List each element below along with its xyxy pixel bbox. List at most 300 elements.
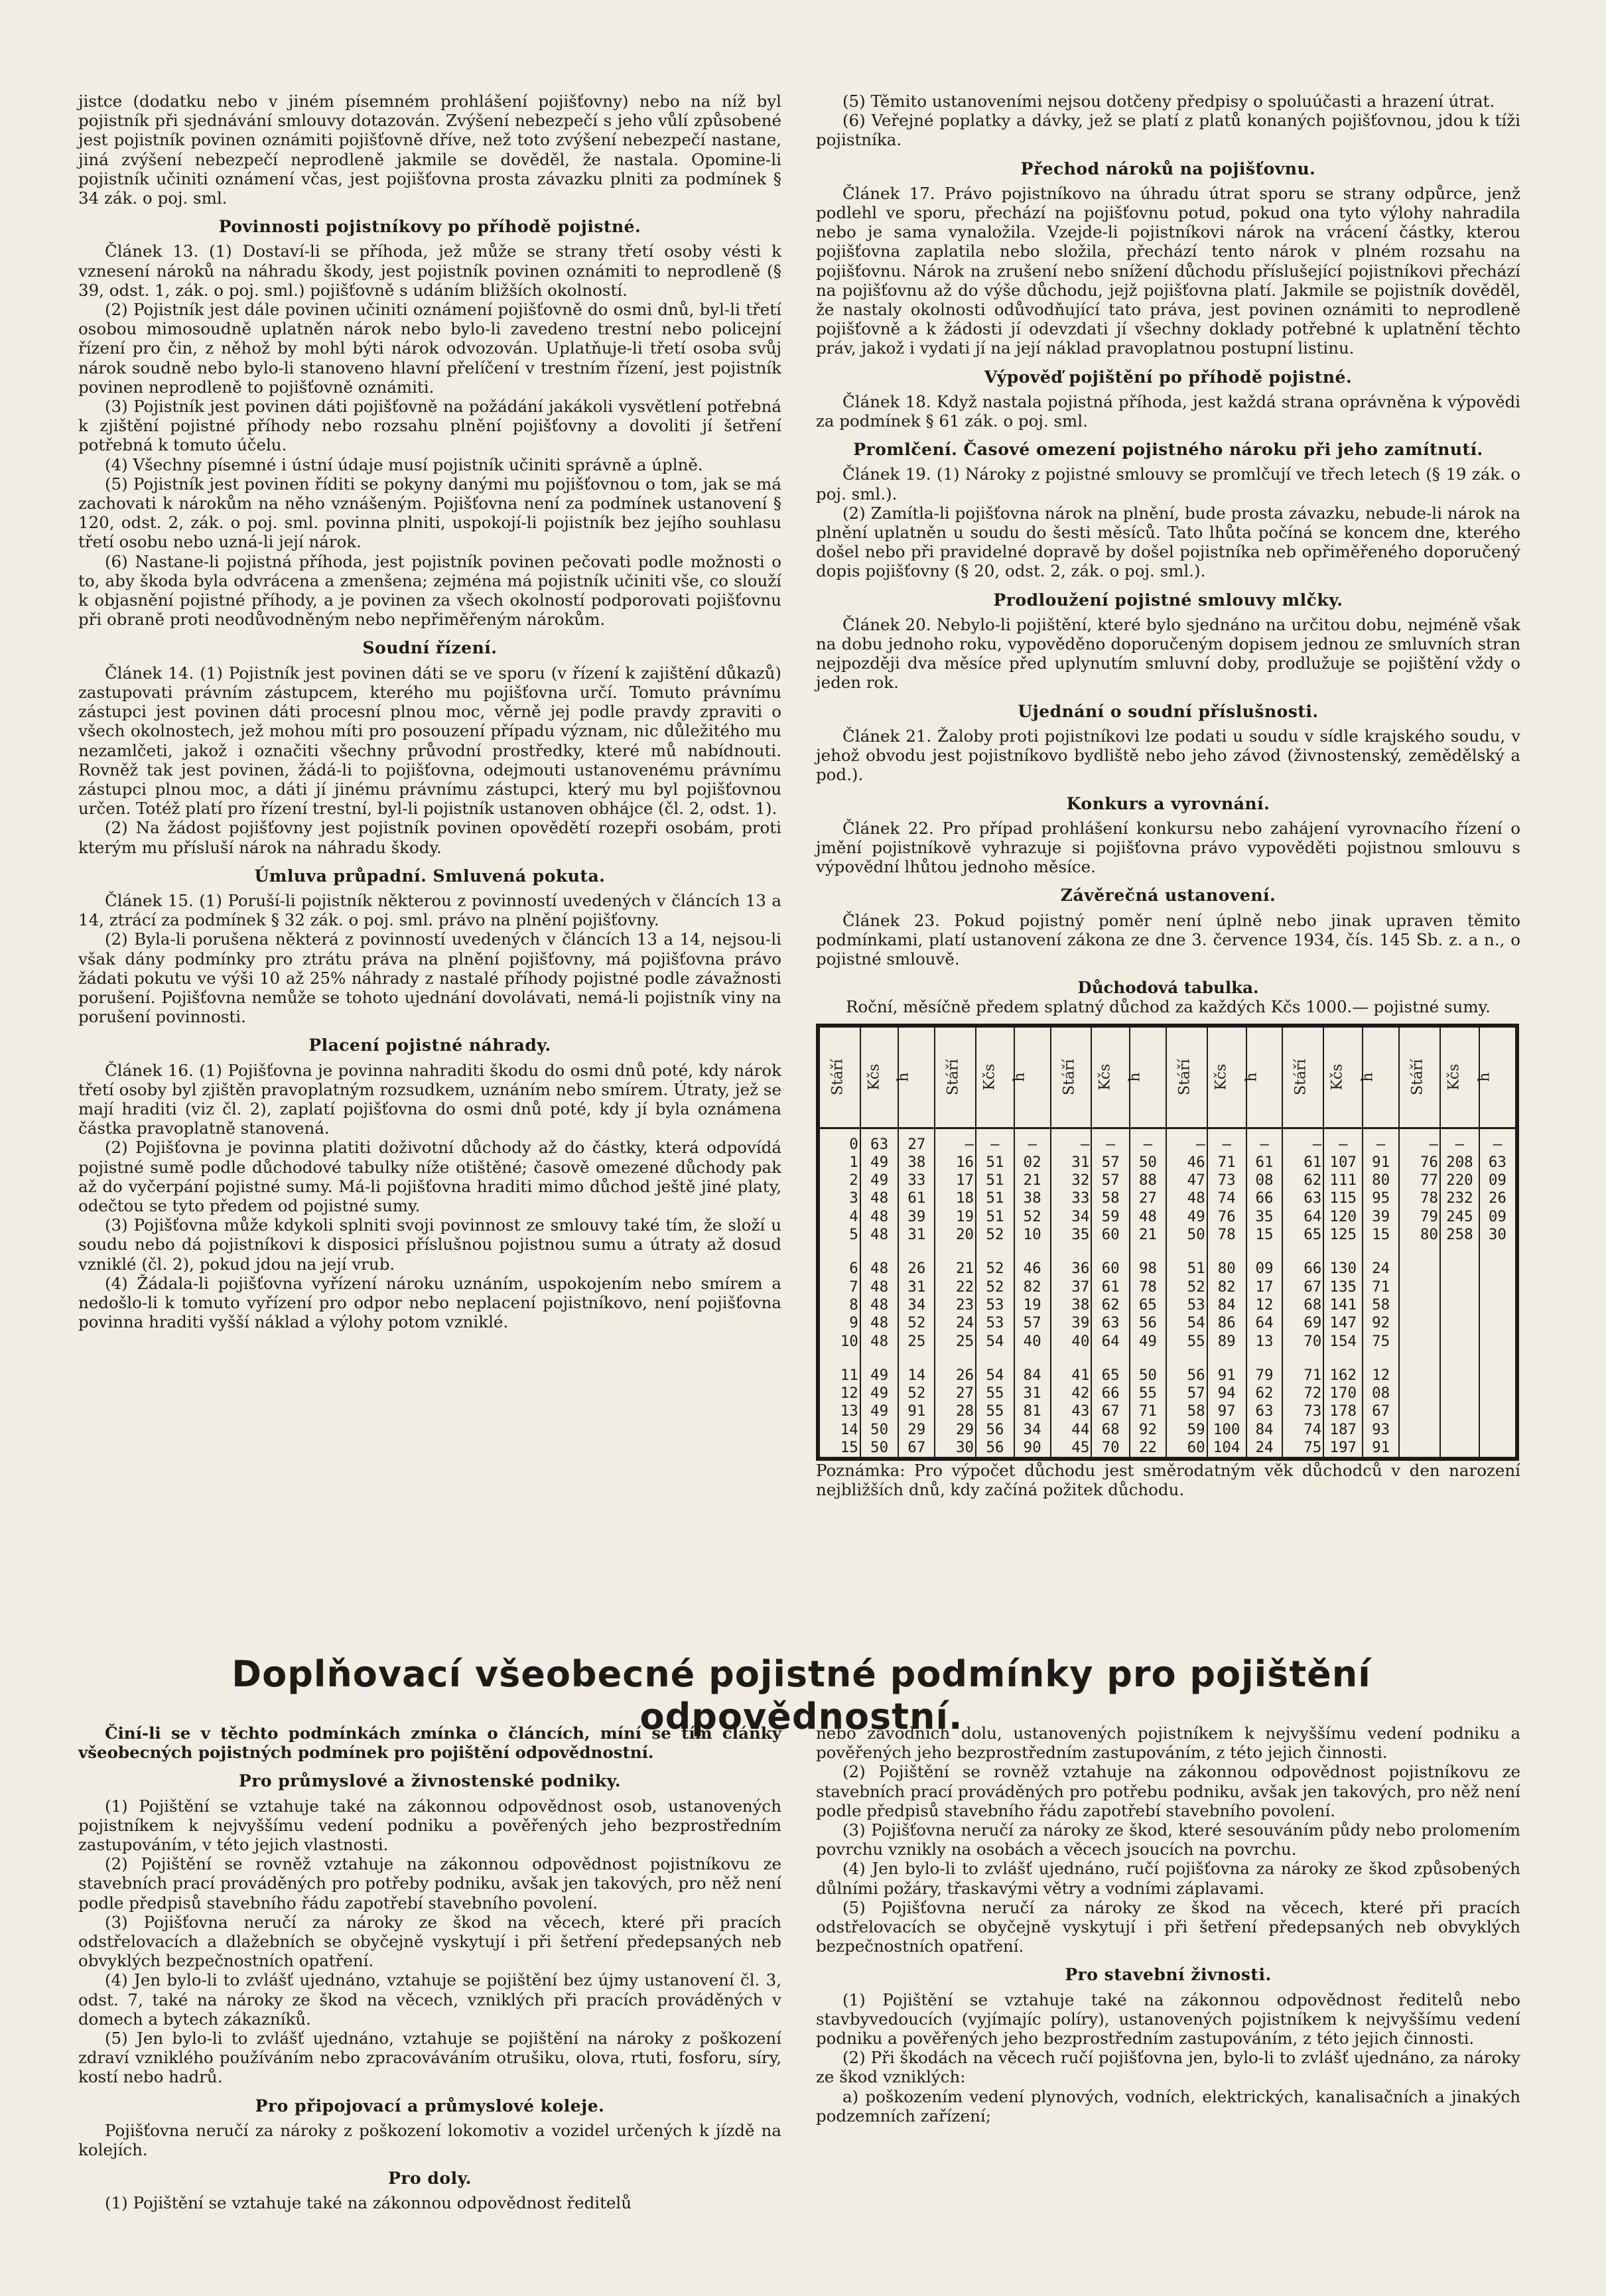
bottom-right-column: [816, 1723, 1520, 2126]
table-row: [818, 1439, 1517, 1459]
section-heading: Prodloužení pojistné smlouvy mlčky.: [993, 590, 1343, 610]
table-note: Poznámka: Pro výpočet důchodu jest směrodatným věk důchodců v den narození nejbližších dnů, kdy začíná požitek důchodu.: [816, 1461, 1520, 1500]
table-cell: 41: [1051, 1367, 1092, 1384]
table-cell: 71: [1363, 1278, 1399, 1296]
table-cell: 75: [1282, 1439, 1323, 1459]
section-heading: Pro připojovací a průmyslové koleje.: [255, 2096, 605, 2116]
table-cell: 64: [1091, 1333, 1130, 1351]
paragraph: (4) Jen bylo-li to zvlášť ujednáno, vztahuje se pojištění bez újmy ustanovení čl. 3, odst. 7, také na nároky ze škod na věcech, vzniklých při pracích prováděných v domech a bytech zákazníků.: [78, 1970, 781, 2029]
table-subtitle: Roční, měsíčně předem splatný důchod za každých Kčs 1000.— pojistné sumy.: [846, 997, 1491, 1017]
table-cell: 09: [1479, 1208, 1517, 1226]
table-cell: 60: [1091, 1260, 1130, 1278]
table-cell: 43: [1051, 1402, 1092, 1420]
table-cell: 30: [935, 1439, 976, 1459]
table-cell: 55: [1166, 1333, 1207, 1351]
paragraph: (6) Veřejné poplatky a dávky, jež se platí z platů konaných pojišťovnou, jdou k tíži pojistníka.: [816, 111, 1520, 150]
article-15-2: (2) Byla-li porušena některá z povinností uvedených v článcích 13 a 14, nejsou-li však dány podmínky pro ztrátu práva na plnění pojišťovny, má pojišťovna právo žádati pokutu ve výši 10 až 25% náhrady z nastalé příhody pojistné podle závažnosti porušení. Pojišťovna nemůže se tohoto ujednání dovolávati, nemá-li pojistník viny na porušení povinnosti.: [78, 929, 781, 1027]
table-cell: —: [976, 1128, 1014, 1154]
table-cell: 14: [898, 1367, 935, 1384]
table-cell: 63: [1479, 1154, 1517, 1172]
table-cell: 63: [1246, 1402, 1283, 1420]
table-cell: —: [1363, 1128, 1399, 1154]
table-cell: —: [1323, 1128, 1363, 1154]
table-cell: 55: [976, 1384, 1014, 1402]
table-cell: 7: [849, 1278, 858, 1296]
article-18: Článek 18. Když nastala pojistná příhoda, jest každá strana oprávněna k výpovědi za podmínek § 61 zák. o poj. sml.: [816, 391, 1520, 431]
table-cell: [1399, 1384, 1440, 1402]
table-row: [818, 1421, 1517, 1439]
table-cell: 63: [860, 1128, 899, 1154]
table-cell: 18: [935, 1189, 976, 1207]
table-cell: 59: [1166, 1421, 1207, 1439]
table-cell: 42: [1051, 1384, 1092, 1402]
table-row: [818, 1128, 1517, 1154]
table-cell: 52: [898, 1384, 935, 1402]
paragraph: (2) Pojištění se rovněž vztahuje na zákonnou odpovědnost pojistníkovu ze stavebních prací prováděných pro potřeby podniku, avšak jen takových, pro něž není podle předpisů stavebního řádu zapotřebí stavebního povolení.: [78, 1854, 781, 1913]
article-17: Článek 17. Právo pojistníkovo na úhradu útrat sporu se strany odpůrce, jenž podlehl ve sporu, přechází na pojišťovnu potud, pokud ona tyto výlohy nahradila nebo je sama vynaložila. Vzejde-li pojistníkovi nárok na vrácení částky, kterou pojišťovna zaplatila nebo složila, přechází tento nárok v plném rozsahu na pojišťovnu. Nárok na zrušení nebo snížení důchodu příslušející pojistníkovi přechází na pojišťovnu až do výše důchodu, jejž pojišťovna platí. Jakmile se pojistník dověděl, že nastaly okolnosti odůvodňující tato práva, jest povinen oznámiti to neprodleně pojišťovně a k žádosti jí odevzdati jí všechny doklady potřebné k uplatnění těchto práv, jakož i vydati jí na její náklad pravoplatnou postupní listinu.: [816, 183, 1520, 358]
article-13-1: Článek 13. (1) Dostaví-li se příhoda, jež může se strany třetí osoby vésti k vznesení nároků na náhradu škody, jest pojistník povinen oznámiti to neprodleně (§ 39, odst. 1, zák. o poj. sml.) pojišťovně s udáním bližších okolností.: [78, 241, 781, 300]
table-cell: 53: [976, 1314, 1014, 1332]
table-cell: 93: [1363, 1421, 1399, 1439]
table-cell: 44: [1051, 1421, 1092, 1439]
article-13-3: (3) Pojistník jest povinen dáti pojišťovně na požádání jakákoli vysvětlení potřebná k zjištění pojistné příhody nebo rozsahu plnění pojišťovny a dovoliti jí šetření potřebná k tomuto účelu.: [78, 397, 781, 455]
table-cell: 68: [1091, 1421, 1130, 1439]
paragraph: nebo závodních dolu, ustanovených pojistníkem k nejvyššímu vedení podniku a pověřených jeho bezprostředním zastupováním, z této jejich činnosti.: [816, 1723, 1520, 1763]
table-cell: 48: [1166, 1189, 1207, 1207]
table-cell: 65: [1091, 1367, 1130, 1384]
table-cell: 39: [1363, 1208, 1399, 1226]
section-heading: Pro průmyslové a živnostenské podniky.: [238, 1771, 622, 1791]
table-cell: 64: [1282, 1208, 1323, 1226]
table-cell: 26: [898, 1260, 935, 1278]
table-row: [818, 1260, 1517, 1278]
paragraph: jistce (dodatku nebo v jiném písemném prohlášení pojišťovny) nebo na níž byl pojistník při sjednávání smlouvy dotazován. Zvýšení nebezpečí s jeho vůlí způsobené jest pojistník povinen oznámiti pojišťovně dříve, než toto zvýšení nebezpečí nastane, jiná zvýšení nebezpečí neprodleně jakmile se dověděl, že nastala. Opomine-li pojistník učiniti oznámení včas, jest pojišťovna prosta závazku plniti za podmínek § 34 zák. o poj. sml.: [78, 92, 781, 208]
section-heading: Výpověď pojištění po příhodě pojistné.: [984, 367, 1353, 387]
table-cell: [1399, 1367, 1440, 1384]
table-cell: 6: [849, 1260, 858, 1278]
table-row: [818, 1172, 1517, 1189]
table-cell: 39: [898, 1208, 935, 1226]
intro-paragraph: Činí-li se v těchto podmínkách zmínka o článcích, míní se tím články všeobecných pojistných podmínek pro pojištění odpovědnostní.: [78, 1723, 781, 1763]
table-cell: 220: [1440, 1172, 1479, 1189]
table-cell: 62: [1091, 1296, 1130, 1314]
table-cell: 78: [1130, 1278, 1166, 1296]
table-cell: 56: [976, 1439, 1014, 1459]
table-cell: 27: [1130, 1189, 1166, 1207]
table-cell: [1440, 1278, 1479, 1296]
table-header-cell: h: [1014, 1026, 1051, 1128]
table-cell: [1440, 1296, 1479, 1314]
table-cell: 54: [976, 1333, 1014, 1351]
table-cell: [1440, 1421, 1479, 1439]
table-cell: 197: [1323, 1439, 1363, 1459]
section-heading: Přechod nároků na pojišťovnu.: [1020, 159, 1316, 178]
table-cell: 32: [1051, 1172, 1092, 1189]
section-heading: Konkurs a vyrovnání.: [1066, 793, 1270, 813]
table-header-cell: Stáří: [818, 1026, 860, 1128]
table-cell: 21: [1130, 1226, 1166, 1244]
table-cell: —: [935, 1128, 976, 1154]
table-header-cell: Stáří: [1051, 1026, 1092, 1128]
table-row: [818, 1154, 1517, 1172]
table-cell: 60: [1166, 1439, 1207, 1459]
table-cell: 67: [1363, 1402, 1399, 1420]
table-cell: 8: [849, 1296, 858, 1314]
table-cell: 9: [849, 1314, 858, 1332]
table-cell: 50: [860, 1439, 899, 1459]
table-cell: 135: [1323, 1278, 1363, 1296]
table-cell: [1479, 1384, 1517, 1402]
table-cell: [1479, 1314, 1517, 1332]
table-cell: 258: [1440, 1226, 1479, 1244]
table-cell: 29: [935, 1421, 976, 1439]
table-cell: 73: [1282, 1402, 1323, 1420]
table-cell: 24: [935, 1314, 976, 1332]
table-cell: 11: [840, 1366, 858, 1384]
table-cell: 49: [860, 1402, 899, 1420]
table-cell: 29: [898, 1421, 935, 1439]
table-cell: 27: [898, 1128, 935, 1154]
section-heading: Promlčení. Časové omezení pojistného nároku při jeho zamítnutí.: [853, 440, 1483, 460]
table-cell: 53: [1166, 1296, 1207, 1314]
table-cell: 61: [1282, 1154, 1323, 1172]
table-row: [818, 1296, 1517, 1314]
table-cell: 67: [1282, 1278, 1323, 1296]
table-cell: —: [1282, 1128, 1323, 1154]
article-14-1: Článek 14. (1) Pojistník jest povinen dáti se ve sporu (v řízení k zajištění důkazů) zastupovati právním zástupcem, kterého mu pojišťovna určí. Tomuto právnímu zástupci jest povinen dáti procesní plnou moc, věrně jej podle pravdy zpraviti o všech okolnostech, jež mohou míti pro posouzení případu význam, nic důležitého mu nezamlčeti, jakož i označiti všechny průvodní prostředky, které mů nabídnouti. Rovněž tak jest povinen, žádá-li to pojišťovna, odejmouti ustanovenému právnímu zástupci plnou moc, a dáti jí jinému právnímu zástupci, který mu byl pojišťovnou určen. Totéž platí pro řízení trestní, byl-li pojistník ustanoven obhájce (čl. 2, odst. 1).: [78, 663, 781, 819]
table-cell: 33: [1051, 1189, 1092, 1207]
paragraph: (1) Pojištění se vztahuje také na zákonnou odpovědnost osob, ustanovených pojistníkem k nejvyššímu vedení podniku a pověřených jeho bezprostředním zastupováním, v této jejich vlastnosti.: [78, 1796, 781, 1855]
table-cell: 72: [1282, 1384, 1323, 1402]
table-header-cell: Stáří: [1282, 1026, 1323, 1128]
section-heading: Povinnosti pojistníkovy po příhodě pojistné.: [218, 217, 641, 237]
table-cell: 51: [976, 1172, 1014, 1189]
table-cell: [1440, 1260, 1479, 1278]
paragraph: (3) Pojišťovna neručí za nároky ze škod, které sesouváním půdy nebo prolomením povrchu vznikly na osobách a věcech jsoucích na povrchu.: [816, 1820, 1520, 1859]
table-cell: 25: [898, 1333, 935, 1351]
table-cell: 10: [1014, 1226, 1051, 1244]
table-cell: 57: [1091, 1172, 1130, 1189]
table-cell: 67: [898, 1439, 935, 1459]
table-cell: 1: [849, 1153, 858, 1171]
table-cell: 48: [1130, 1208, 1166, 1226]
table-cell: 49: [1166, 1208, 1207, 1226]
table-cell: 52: [976, 1226, 1014, 1244]
table-cell: 30: [1479, 1226, 1517, 1244]
table-cell: 80: [1207, 1260, 1246, 1278]
table-cell: 91: [1363, 1439, 1399, 1459]
table-cell: [1479, 1421, 1517, 1439]
table-cell: 52: [976, 1278, 1014, 1296]
table-cell: —: [1246, 1128, 1283, 1154]
table-cell: 46: [1014, 1260, 1051, 1278]
table-cell: 71: [1130, 1402, 1166, 1420]
table-cell: 58: [1166, 1402, 1207, 1420]
table-cell: 63: [1282, 1189, 1323, 1207]
table-cell: 09: [1246, 1260, 1283, 1278]
table-cell: 49: [860, 1172, 899, 1189]
paragraph: (5) Jen bylo-li to zvlášť ujednáno, vztahuje se pojištění na nároky z poškození zdraví vzniklého používáním nebo zpracováváním otrušiku, olova, rtuti, fosforu, síry, kostí nebo hadrů.: [78, 2029, 781, 2087]
table-body: [818, 1128, 1517, 1459]
table-cell: [1399, 1421, 1440, 1439]
table-cell: 40: [1014, 1333, 1051, 1351]
article-13-2: (2) Pojistník jest dále povinen učiniti oznámení pojišťovně do osmi dnů, byl-li třetí osobou mimosoudně uplatněn nárok nebo bylo-li zavedeno trestní nebo policejní řízení pro čin, z něhož by mohl býti nárok odvozován. Uplatňuje-li třetí osoba svůj nárok soudně nebo bylo-li stanoveno hlavní přelíčení v trestním řízení, jest pojistník povinen neprodleně to pojišťovně oznámiti.: [78, 300, 781, 397]
table-cell: 49: [860, 1154, 899, 1172]
table-cell: —: [1130, 1128, 1166, 1154]
table-cell: 48: [860, 1278, 899, 1296]
table-cell: 74: [1207, 1189, 1246, 1207]
table-row: [818, 1384, 1517, 1402]
section-heading: Soudní řízení.: [362, 638, 498, 658]
table-cell: 69: [1282, 1314, 1323, 1332]
table-cell: [1479, 1333, 1517, 1351]
table-header-cell: Kčs: [1440, 1026, 1479, 1128]
table-row: [818, 1208, 1517, 1226]
table-cell: 90: [1014, 1439, 1051, 1459]
table-cell: 57: [1166, 1384, 1207, 1402]
section-heading: Úmluva průpadní. Smluvená pokuta.: [254, 866, 606, 886]
table-cell: 65: [1130, 1296, 1166, 1314]
table-cell: 24: [1363, 1260, 1399, 1278]
paragraph: a) poškozením vedení plynových, vodních, elektrických, kanalisačních a jinakých podzemních zařízení;: [816, 2086, 1520, 2126]
article-20: Článek 20. Nebylo-li pojištění, které bylo sjednáno na určitou dobu, nejméně však na dobu jednoho roku, vypověděno doporučeným dopisem jednou ze smluvních stran nejpozději dva měsíce před uplynutím smluvní doby, prodlužuje se pojištění vždy o jeden rok.: [816, 614, 1520, 693]
table-cell: 245: [1440, 1208, 1479, 1226]
table-cell: 52: [976, 1260, 1014, 1278]
table-cell: 35: [1246, 1208, 1283, 1226]
table-header-cell: h: [1246, 1026, 1283, 1128]
table-cell: 10: [840, 1332, 858, 1350]
section-heading: Ujednání o soudní příslušnosti.: [1018, 701, 1319, 721]
table-cell: 89: [1207, 1333, 1246, 1351]
table-cell: 45: [1051, 1439, 1092, 1459]
table-cell: 75: [1363, 1333, 1399, 1351]
table-cell: —: [1479, 1128, 1517, 1154]
table-cell: 55: [1130, 1384, 1166, 1402]
table-cell: —: [1091, 1128, 1130, 1154]
section-heading: Pro doly.: [388, 2169, 472, 2189]
article-15-1: Článek 15. (1) Poruší-li pojistník některou z povinností uvedených v článcích 13 a 14, ztrácí za podmínek § 32 zák. o poj. sml. právo na plnění pojišťovny.: [78, 890, 781, 930]
table-cell: 52: [898, 1314, 935, 1332]
table-cell: 55: [976, 1402, 1014, 1420]
table-cell: 12: [840, 1384, 858, 1402]
table-cell: 12: [1363, 1367, 1399, 1384]
table-cell: 33: [898, 1172, 935, 1189]
table-cell: 82: [1014, 1278, 1051, 1296]
table-cell: [1399, 1402, 1440, 1420]
table-cell: 50: [860, 1421, 899, 1439]
table-cell: 84: [1207, 1296, 1246, 1314]
table-cell: 48: [860, 1189, 899, 1207]
table-cell: 3: [849, 1189, 858, 1207]
table-header-cell: Kčs: [860, 1026, 899, 1128]
table-cell: 61: [1246, 1154, 1283, 1172]
article-16-3: (3) Pojišťovna může kdykoli splniti svoji povinnost ze smlouvy také tím, že složí u soudu nebo dá pojistníkovi k disposici příslušnou pojistnou sumu a útraty až dosud vzniklé (čl. 2), pokud jdou na její vrub.: [78, 1215, 781, 1274]
table-cell: 120: [1323, 1208, 1363, 1226]
table-cell: 26: [935, 1367, 976, 1384]
table-cell: 02: [1014, 1154, 1051, 1172]
table-cell: [1440, 1333, 1479, 1351]
table-cell: 0: [849, 1135, 858, 1153]
table-cell: 91: [898, 1402, 935, 1420]
table-header-cell: h: [1479, 1026, 1517, 1128]
table-cell: 77: [1399, 1172, 1440, 1189]
table-row: [818, 1333, 1517, 1351]
table-cell: 62: [1282, 1172, 1323, 1189]
paragraph: (3) Pojišťovna neručí za nároky ze škod na věcech, které při pracích odstřelovacích a dlažebních se obyčejně vyskytují i při šetření předepsaných neb obvyklých bezpečnostních opatření.: [78, 1912, 781, 1971]
section-title: Doplňovací všeobecné pojistné podmínky pro pojištění odpovědnostní.: [232, 1653, 1371, 1737]
table-cell: 70: [1282, 1333, 1323, 1351]
table-row: [818, 1226, 1517, 1244]
section-heading: Závěrečná ustanovení.: [1060, 886, 1276, 906]
table-cell: —: [1440, 1128, 1479, 1154]
table-cell: 70: [1091, 1439, 1130, 1459]
article-21: Článek 21. Žaloby proti pojistníkovi lze podati u soudu v sídle krajského soudu, v jehož obvodu jest pojistníkovo bydliště nebo jeho závod (živnostenský, zemědělský a pod.).: [816, 726, 1520, 785]
table-cell: 147: [1323, 1314, 1363, 1332]
table-header-cell: h: [898, 1026, 935, 1128]
table-cell: 49: [860, 1367, 899, 1384]
table-cell: 35: [1051, 1226, 1092, 1244]
article-19-2: (2) Zamítla-li pojišťovna nárok na plnění, bude prosta závazku, nebude-li nárok na plnění uplatněn u soudu do šesti měsíců. Tato lhůta počíná se koncem dne, kterého došel nebo při pravidelné dopravě by došel pojistníka neb opřiměřeného doporučený dopis pojišťovny (§ 20, odst. 2, zák. o poj. sml.).: [816, 503, 1520, 581]
table-cell: 49: [860, 1384, 899, 1402]
section-heading: Pro stavební živnosti.: [1065, 1965, 1272, 1985]
table-cell: 20: [935, 1226, 976, 1244]
table-cell: 125: [1323, 1226, 1363, 1244]
table-cell: 31: [1051, 1154, 1092, 1172]
table-cell: 51: [1166, 1260, 1207, 1278]
table-title: Důchodová tabulka.: [1077, 978, 1259, 998]
table-cell: 107: [1323, 1154, 1363, 1172]
table-cell: 26: [1479, 1189, 1517, 1207]
table-cell: 49: [1130, 1333, 1166, 1351]
table-cell: 162: [1323, 1367, 1363, 1384]
table-cell: 38: [1014, 1189, 1051, 1207]
table-cell: 56: [1166, 1367, 1207, 1384]
paragraph: (4) Jen bylo-li to zvlášť ujednáno, ručí pojišťovna za nároky ze škod způsobených důlními požáry, třaskavými větry a vodními záplavami.: [816, 1859, 1520, 1898]
table-header-cell: Stáří: [1399, 1026, 1440, 1128]
table-cell: [1399, 1296, 1440, 1314]
table-cell: 54: [1166, 1314, 1207, 1332]
table-cell: 37: [1051, 1278, 1092, 1296]
table-cell: [1440, 1402, 1479, 1420]
table-row: [818, 1278, 1517, 1296]
table-cell: 94: [1207, 1384, 1246, 1402]
article-16-4: (4) Žádala-li pojišťovna vyřízení nároku uznáním, uspokojením nebo smírem a nedošlo-li k tomuto vyřízení pro odpor nebo neplacení pojistníkovo, není pojišťovna povinna hraditi vyšší náklad a výlohy potom vzniklé.: [78, 1273, 781, 1332]
table-cell: 50: [1166, 1226, 1207, 1244]
table-cell: 62: [1246, 1384, 1283, 1402]
table-cell: 78: [1399, 1189, 1440, 1207]
table-cell: 31: [1014, 1384, 1051, 1402]
table-cell: 130: [1323, 1260, 1363, 1278]
article-22: Článek 22. Pro případ prohlášení konkursu nebo zahájení vyrovnacího řízení o jmění pojistníkově vyhrazuje si pojišťovna právo vypověděti pojistnou smlouvu s výpovědní lhůtou jednoho měsíce.: [816, 818, 1520, 877]
table-cell: [1479, 1260, 1517, 1278]
table-cell: —: [1207, 1128, 1246, 1154]
table-cell: 16: [935, 1154, 976, 1172]
table-cell: 21: [1014, 1172, 1051, 1189]
table-cell: 208: [1440, 1154, 1479, 1172]
table-cell: 97: [1207, 1402, 1246, 1420]
table-cell: 17: [935, 1172, 976, 1189]
table-cell: 52: [1166, 1278, 1207, 1296]
table-cell: 54: [976, 1367, 1014, 1384]
table-row: [818, 1402, 1517, 1420]
table-cell: 66: [1246, 1189, 1283, 1207]
table-cell: 187: [1323, 1421, 1363, 1439]
table-cell: 60: [1091, 1226, 1130, 1244]
table-cell: [1440, 1314, 1479, 1332]
table-cell: [1479, 1439, 1517, 1459]
table-cell: 50: [1130, 1154, 1166, 1172]
table-cell: 19: [935, 1208, 976, 1226]
paragraph: (1) Pojištění se vztahuje také na zákonnou odpovědnost ředitelů: [105, 2193, 632, 2213]
table-cell: [1479, 1278, 1517, 1296]
table-cell: 178: [1323, 1402, 1363, 1420]
paragraph: (2) Pojištění se rovněž vztahuje na zákonnou odpovědnost pojistníkovu ze stavebních prací prováděných pro potřebu podniku, avšak jen takových, pro něž není podle předpisů stavebního řádu zapotřebí stavebního povolení.: [816, 1762, 1520, 1820]
table-header-cell: Kčs: [976, 1026, 1014, 1128]
table-cell: 34: [898, 1296, 935, 1314]
table-cell: 86: [1207, 1314, 1246, 1332]
article-16-1: Článek 16. (1) Pojišťovna je povinna nahraditi škodu do osmi dnů poté, kdy nárok třetí osoby byl zjištěn pravoplatným rozsudkem, uznáním nebo smírem. Útraty, jež se mají hraditi (viz čl. 2), zaplatí pojišťovna do osmi dnů poté, kdy jí byla oznámena částka pravoplatně stanovená.: [78, 1060, 781, 1138]
table-cell: 95: [1363, 1189, 1399, 1207]
table-cell: [1399, 1278, 1440, 1296]
table-cell: 53: [976, 1296, 1014, 1314]
table-cell: 34: [1051, 1208, 1092, 1226]
table-cell: 51: [976, 1208, 1014, 1226]
table-cell: 14: [840, 1420, 858, 1438]
table-cell: [1399, 1439, 1440, 1459]
table-header-cell: Kčs: [1091, 1026, 1130, 1128]
left-column: [78, 92, 781, 1331]
table-cell: 61: [1091, 1278, 1130, 1296]
table-cell: [1399, 1314, 1440, 1332]
table-cell: 91: [1207, 1367, 1246, 1384]
table-cell: 91: [1363, 1154, 1399, 1172]
table-cell: 38: [898, 1154, 935, 1172]
table-cell: —: [1014, 1128, 1051, 1154]
table-cell: [1399, 1333, 1440, 1351]
table-cell: 58: [1091, 1189, 1130, 1207]
table-cell: 98: [1130, 1260, 1166, 1278]
bottom-left-column: [78, 1723, 781, 2213]
table-cell: 08: [1246, 1172, 1283, 1189]
table-cell: 4: [849, 1207, 858, 1225]
table-cell: 65: [1282, 1226, 1323, 1244]
table-cell: 58: [1363, 1296, 1399, 1314]
paragraph: (1) Pojištění se vztahuje také na zákonnou odpovědnost ředitelů nebo stavbyvedoucích (vyjímajíc políry), ustanovených pojistníkem k nejvyššímu vedení podniku a pověřených jeho bezprostředním zastupováním, z této jejich činnosti.: [816, 1990, 1520, 2049]
table-cell: 24: [1246, 1439, 1283, 1459]
table-cell: 76: [1399, 1154, 1440, 1172]
table-cell: 34: [1014, 1421, 1051, 1439]
table-cell: 88: [1130, 1172, 1166, 1189]
right-column: [816, 92, 1520, 1499]
annuity-table: [816, 1024, 1519, 1461]
table-cell: 232: [1440, 1189, 1479, 1207]
table-cell: 23: [935, 1296, 976, 1314]
table-cell: 154: [1323, 1333, 1363, 1351]
table-cell: 79: [1399, 1208, 1440, 1226]
table-cell: 36: [1051, 1260, 1092, 1278]
table-header-cell: Kčs: [1323, 1026, 1363, 1128]
table-cell: 22: [1130, 1439, 1166, 1459]
table-cell: [1440, 1384, 1479, 1402]
article-16-2: (2) Pojišťovna je povinna platiti doživotní důchody až do částky, která odpovídá pojistné sumě podle důchodové tabulky níže otištěné; časově omezené důchody pak až do vyčerpání pojistné sumy. Má-li pojišťovna hraditi mimo důchod ještě jiné platy, odečtou se tyto předem od pojistné sumy.: [78, 1138, 781, 1215]
table-cell: 84: [1014, 1367, 1051, 1384]
table-cell: 48: [860, 1314, 899, 1332]
paragraph: (5) Těmito ustanoveními nejsou dotčeny předpisy o spoluúčasti a hrazení útrat.: [842, 92, 1495, 111]
table-cell: [1479, 1367, 1517, 1384]
table-header-cell: Stáří: [935, 1026, 976, 1128]
table-cell: 31: [898, 1226, 935, 1244]
table-cell: 13: [840, 1402, 858, 1420]
